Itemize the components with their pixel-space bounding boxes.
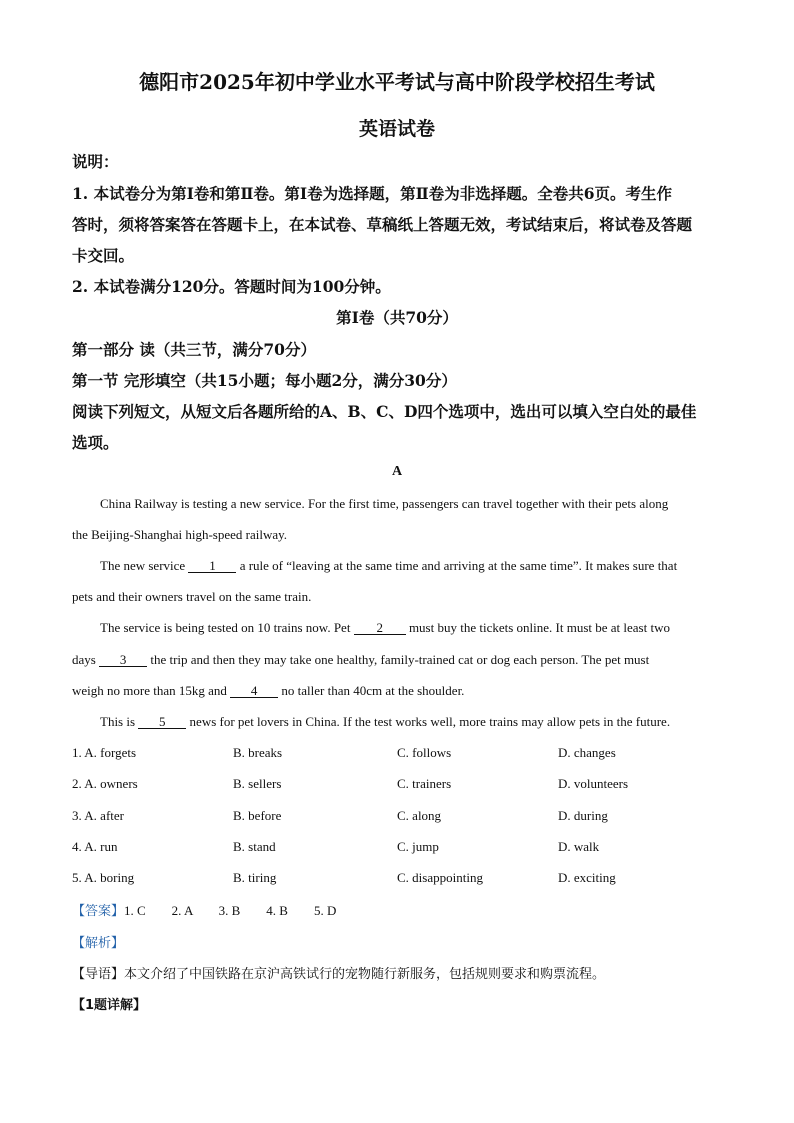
answer-line (72, 900, 722, 919)
exam-title: 德阳市2025年初中学业水平考试与高中阶段学校招生考试 (139, 70, 655, 94)
directions-line-2: 选项。 (72, 433, 119, 452)
part-heading: 第一部分 读（共三节，满分70分） (72, 340, 316, 359)
option-c[interactable]: C. along (397, 808, 442, 823)
guide-text: 本文介绍了中国铁路在京沪高铁试行的宠物随行新服务，包括规则要求和购票流程。 (124, 967, 606, 982)
blank-4: 4 (230, 684, 278, 698)
analysis-line (72, 932, 722, 951)
option-a[interactable]: 1. A. forgets (72, 745, 137, 760)
guide-line (72, 963, 722, 982)
guide-label: 【导语】 (72, 967, 125, 982)
blank-1: 1 (188, 559, 236, 573)
detail-line (72, 994, 722, 1013)
passage-p4-line-1 (100, 714, 750, 730)
passage-text: must buy the tickets online. It must be at least two (405, 620, 670, 635)
passage-p3-line-3 (72, 683, 722, 699)
instructions-label: 说明： (72, 152, 119, 171)
blank-3: 3 (99, 653, 147, 667)
instruction-1-line-1: 1. 本试卷分为第Ⅰ卷和第Ⅱ卷。第Ⅰ卷为选择题，第Ⅱ卷为非选择题。全卷共6页。考生作 (72, 184, 672, 203)
option-a[interactable]: 3. A. after (72, 808, 124, 823)
option-c[interactable]: C. trainers (397, 776, 452, 791)
option-d[interactable]: D. during (558, 808, 608, 823)
exam-subtitle: 英语试卷 (358, 118, 435, 140)
passage-text: days (72, 652, 100, 667)
passage-p3-line-1 (100, 620, 750, 636)
answer-values: 1. C 2. A 3. B 4. B 5. D (124, 903, 337, 918)
option-a[interactable]: 5. A. boring (72, 870, 135, 885)
instruction-1-line-2: 答时，须将答案答在答题卡上，在本试卷、草稿纸上答题无效，考试结束后，将试卷及答题 (72, 215, 693, 234)
instruction-2: 2. 本试卷满分120分。答题时间为100分钟。 (72, 277, 391, 296)
option-a[interactable]: 2. A. owners (72, 776, 138, 791)
passage-p1-line-1: China Railway is testing a new service. For the first time, passengers can travel together with their pets along (100, 496, 669, 511)
passage-p2-line-1 (100, 558, 750, 574)
option-c[interactable]: C. jump (397, 839, 439, 854)
passage-p2-line-2: pets and their owners travel on the same train. (72, 589, 312, 604)
subsection-heading: 第一节 完形填空（共15小题；每小题2分，满分30分） (72, 371, 457, 390)
blank-5: 5 (138, 715, 186, 729)
volume-heading: 第Ⅰ卷（共70分） (336, 308, 458, 327)
passage-p1-line-2: the Beijing-Shanghai high-speed railway. (72, 527, 288, 542)
passage-p3-line-2 (72, 652, 722, 668)
option-d[interactable]: D. volunteers (558, 776, 629, 791)
option-b[interactable]: B. before (233, 808, 282, 823)
passage-text: the trip and then they may take one healthy, family-trained cat or dog each person. The pet must (147, 652, 650, 667)
option-b[interactable]: B. sellers (233, 776, 282, 791)
passage-text: This is (100, 714, 139, 729)
passage-text: no taller than 40cm at the shoulder. (278, 683, 465, 698)
option-b[interactable]: B. stand (233, 839, 276, 854)
passage-label: A (391, 464, 403, 479)
passage-text: The new service (100, 558, 189, 573)
passage-text: weigh no more than 15kg and (72, 683, 231, 698)
option-b[interactable]: B. tiring (233, 870, 277, 885)
option-d[interactable]: D. exciting (558, 870, 616, 885)
option-c[interactable]: C. follows (397, 745, 452, 760)
answer-label: 【答案】 (72, 904, 125, 919)
instruction-1-line-3: 卡交回。 (72, 246, 135, 265)
option-a[interactable]: 4. A. run (72, 839, 118, 854)
passage-text: a rule of “leaving at the same time and arriving at the same time”. It makes sure that (236, 558, 678, 573)
blank-2: 2 (354, 621, 406, 635)
analysis-label: 【解析】 (72, 936, 125, 951)
detail-label: 【1题详解】 (72, 998, 147, 1013)
option-b[interactable]: B. breaks (233, 745, 283, 760)
option-d[interactable]: D. walk (558, 839, 600, 854)
passage-text: news for pet lovers in China. If the test works well, more trains may allow pets in the future. (186, 714, 671, 729)
option-c[interactable]: C. disappointing (397, 870, 483, 885)
passage-text: The service is being tested on 10 trains now. Pet (100, 620, 354, 635)
directions-line-1: 阅读下列短文，从短文后各题所给的A、B、C、D四个选项中，选出可以填入空白处的最佳 (72, 402, 697, 421)
option-d[interactable]: D. changes (558, 745, 616, 760)
